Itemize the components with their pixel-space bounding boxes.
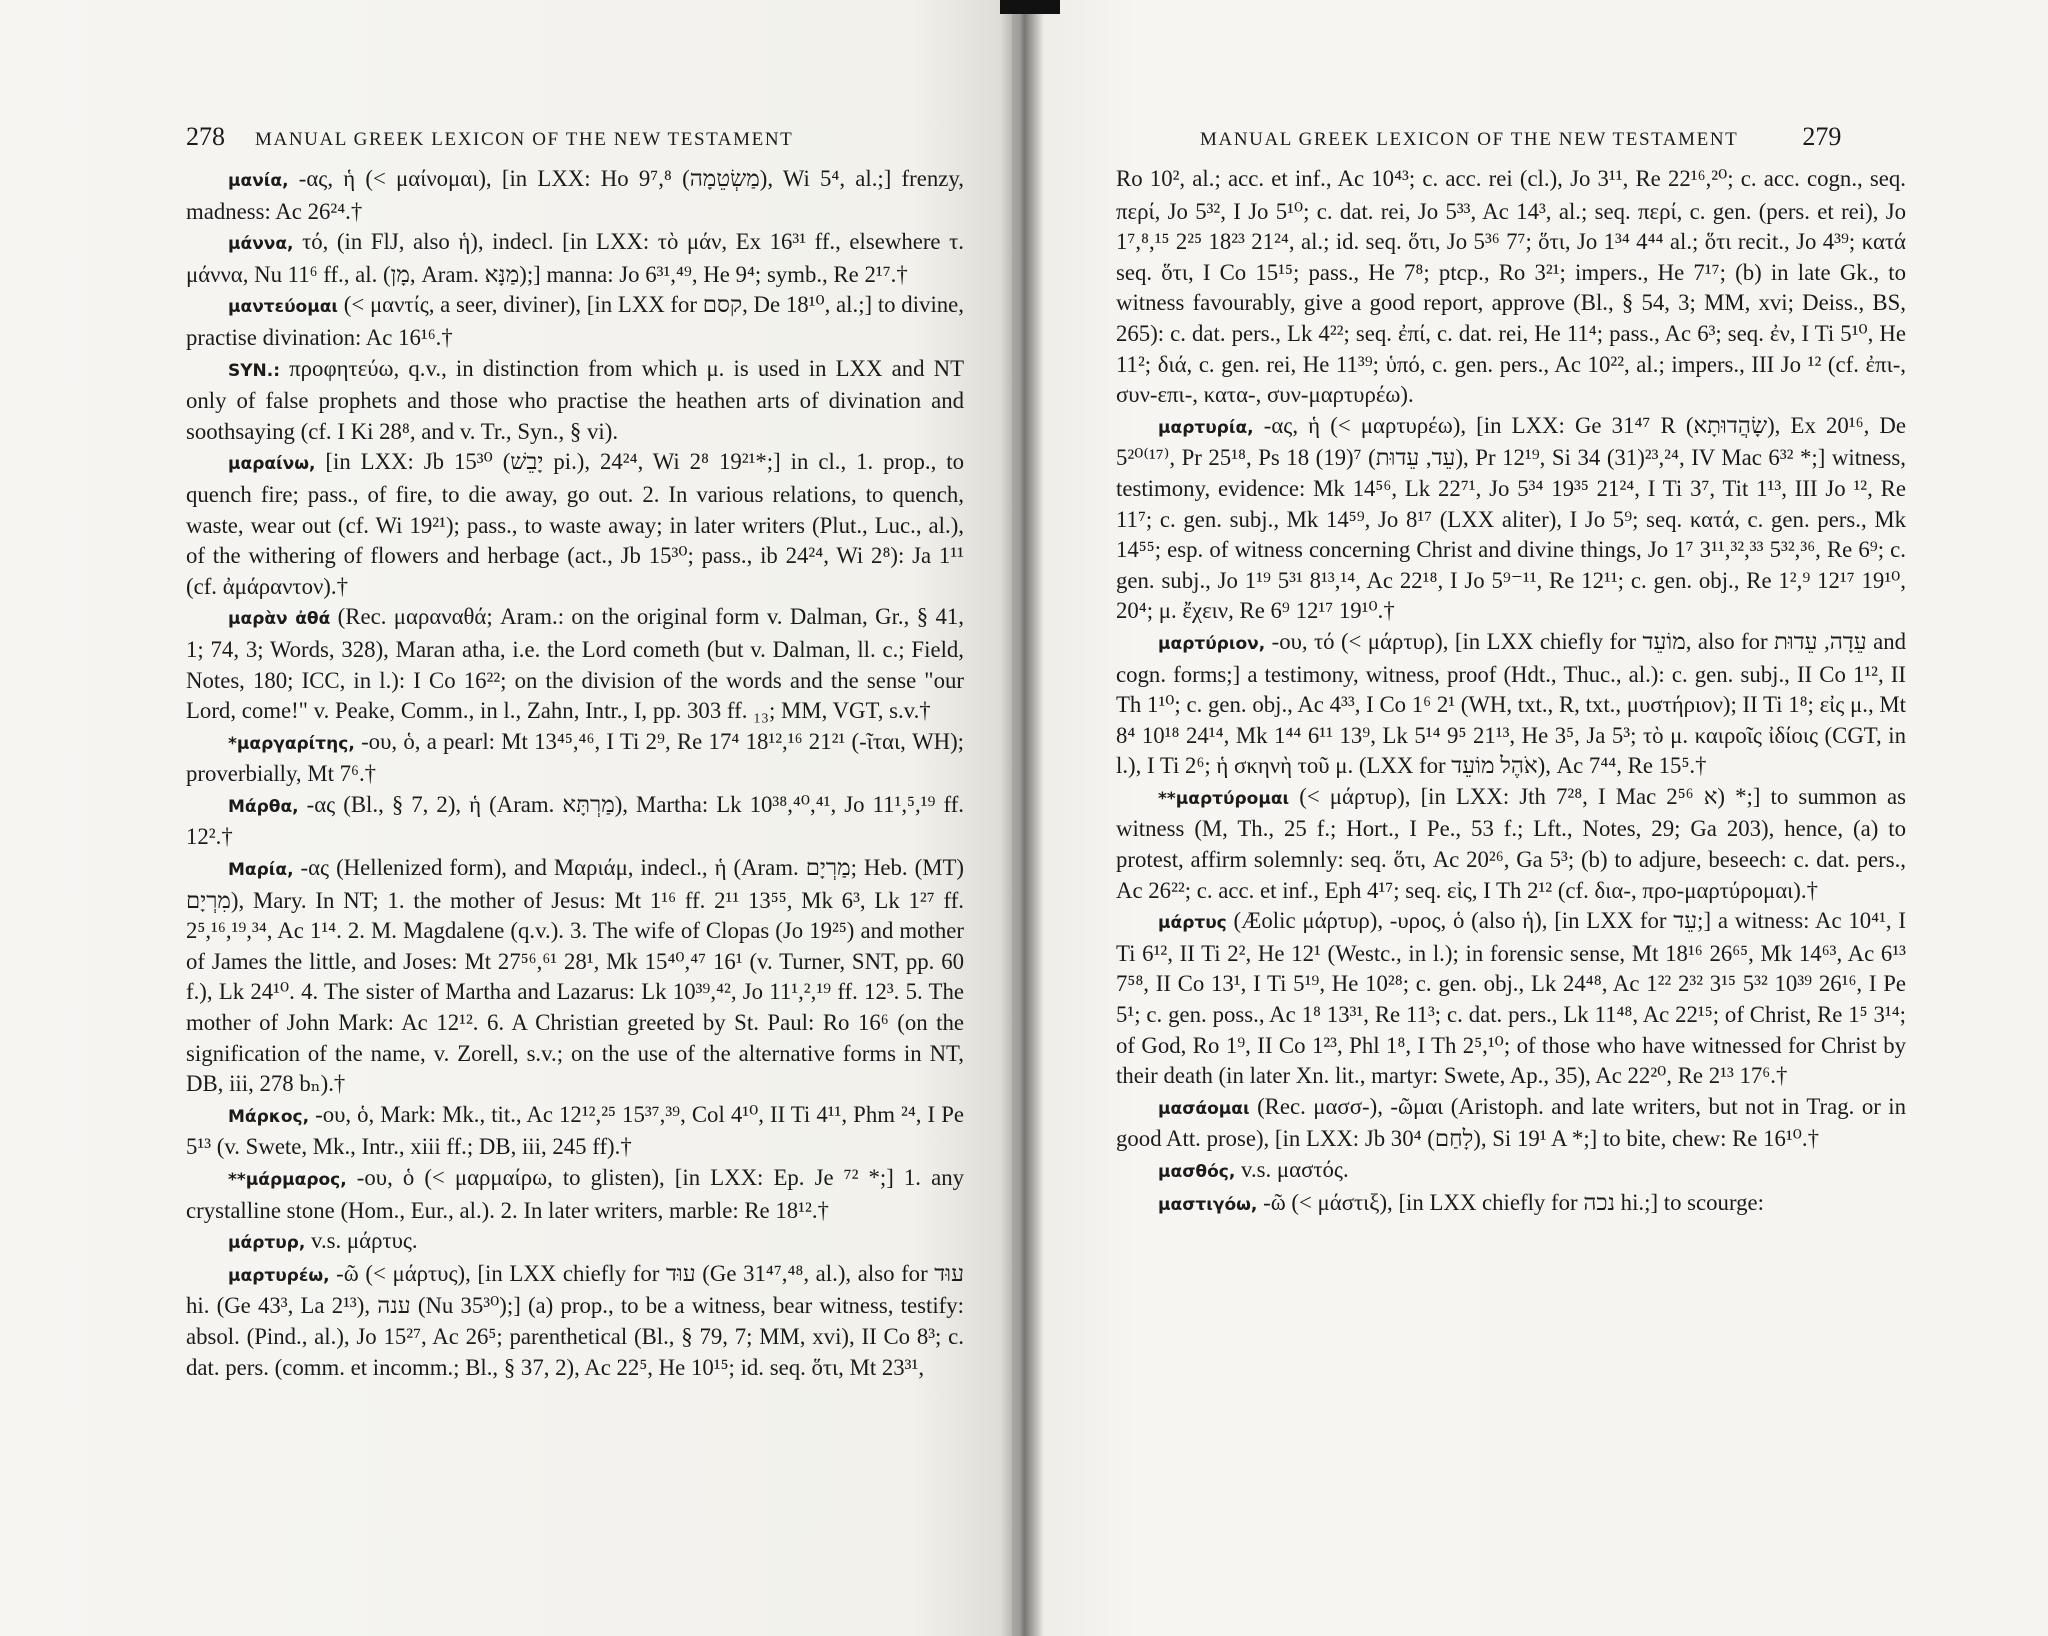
- entry-body: -ας (Bl., § 7, 2), ἡ (Aram. מַרְתָּא), Martha: Lk 10³⁸,⁴⁰,⁴¹, Jo 11¹,⁵,¹⁹ ff. 12².†: [186, 791, 964, 850]
- lexicon-entry: [186, 790, 964, 853]
- lexicon-entry: [1116, 1155, 1906, 1188]
- lexicon-entry: [186, 602, 964, 726]
- entry-body: (< μαντίς, a seer, diviner), [in LXX for קסם, De 18¹⁰, al.;] to divine, practise divination: Ac 16¹⁶.†: [186, 292, 964, 350]
- lexicon-entry: [1116, 906, 1906, 1092]
- entry-headword: μαστιγόω,: [1158, 1194, 1258, 1215]
- right-running-title: MANUAL GREEK LEXICON OF THE NEW TESTAMENT: [1200, 129, 1739, 150]
- entry-headword: μάρτυρ,: [228, 1233, 306, 1254]
- lexicon-entry: [186, 1100, 964, 1163]
- entry-body: -ας (Hellenized form), and Μαριάμ, indecl., ἡ (Aram. מַרְיָם; Heb. (MT) מִרְיָם), Mary. In NT; 1. the mother of Jesus: Mt 1¹⁶ ff. 2¹¹ 13⁵⁵, Mk 6³, Lk 1²⁷ ff. 2⁵,¹⁶,¹⁹,³⁴, Ac 1¹⁴. 2. M. Magdalene (q.v.). 3. The wife of Clopas (Jo 19²⁵) and mother of James the little, and Joses: Mt 27⁵⁶,⁶¹ 28¹, Mk 15⁴⁰,⁴⁷ 16¹ (v. Turner, SNT, pp. 60 f.), Lk 24¹⁰. 4. The sister of Martha and Lazarus: Lk 10³⁹,⁴², Jo 11¹,²,¹⁹ ff. 12³. 5. The mother of John Mark: Ac 12¹². 6. A Christian greeted by St. Paul: Ro 16⁶ (on the signification of the name, v. Zorell, s.v.; on the use of the alternative forms in NT, DB, iii, 278 bₙ).†: [186, 855, 964, 1097]
- left-running-head: [186, 122, 793, 152]
- entry-headword: μαραίνω,: [228, 454, 316, 475]
- left-page-number: 278: [186, 122, 225, 151]
- lexicon-entry: [1116, 782, 1906, 906]
- entry-headword: **μαρτύρομαι: [1158, 788, 1290, 809]
- entry-headword: μάρτυς: [1158, 913, 1227, 934]
- entry-headword: μαρτύριον,: [1158, 633, 1266, 654]
- entry-body: (Rec. μασσ-), -ῶμαι (Aristoph. and late writers, but not in Trag. or in good Att. prose), [in LXX: Jb 30⁴ (לָחַם), Si 19¹ A *;] to bite, chew: Re 16¹⁰.†: [1116, 1093, 1906, 1152]
- lexicon-entry: [186, 354, 964, 448]
- entry-headword: *μαργαρίτης,: [228, 733, 355, 754]
- left-running-title: MANUAL GREEK LEXICON OF THE NEW TESTAMENT: [255, 129, 794, 150]
- right-page: [1012, 0, 2048, 1636]
- entry-body: προφητεύω, q.v., in distinction from which μ. is used in LXX and NT only of false prophets and those who practise the heathen arts of divination and soothsaying (cf. I Ki 28⁸, and v. Tr., Syn., § vi).: [186, 355, 964, 444]
- entry-body: (Æolic μάρτυρ), -υρος, ὁ (also ἡ), [in LXX for עֵד;] a witness: Ac 10⁴¹, I Ti 6¹², II Ti 2², He 12¹ (Westc., in l.); in forensic sense, Mt 18¹⁶ 26⁶⁵, Mk 14⁶³, Ac 6¹³ 7⁵⁸, II Co 13¹, I Ti 5¹⁹, He 10²⁸; c. gen. obj., Lk 24⁴⁸, Ac 1²² 2³² 3¹⁵ 5³² 10³⁹ 26¹⁶, I Pe 5¹; c. gen. poss., Ac 1⁸ 13³¹, Re 11³; c. dat. pers., Lk 11⁴⁸, Ac 22¹⁵; of Christ, Re 1⁵ 3¹⁴; of God, Ro 1⁹, II Co 1²³, Phl 1⁸, I Th 2⁵,¹⁰; of those who have witnessed for Christ by their death (in later Xn. lit., martyr: Swete, Ap., 35), Ac 22²⁰, Re 2¹³ 17⁶.†: [1116, 908, 1906, 1089]
- entry-headword: Μάρκος,: [228, 1106, 310, 1127]
- entry-body: v.s. μαστός.: [1235, 1157, 1349, 1182]
- entry-headword: μαρὰν ἀθά: [228, 609, 331, 630]
- entry-body: (Rec. μαραναθά; Aram.: on the original form v. Dalman, Gr., § 41, 1; 74, 3; Words, 328), Maran atha, i.e. the Lord cometh (but v. Dalman, ll. c.; Field, Notes, 180; ICC, in l.): I Co 16²²; on the division of the words and the sense "our Lord, come!" v. Peake, Comm., in l., Zahn, Intr., I, pp. 303 ff. ₁₃; MM, VGT, s.v.†: [186, 604, 964, 724]
- lexicon-entry: [1116, 411, 1906, 627]
- entry-body: (< μάρτυρ), [in LXX: Jth 7²⁸, I Mac 2⁵⁶ א) *;] to summon as witness (M, Th., 25 f.; Hort., I Pe., 53 f.; Lft., Notes, 29; Ga 203), hence, (a) to protest, affirm solemnly: seq. ὅτι, Ac 20²⁶, Ga 5³; (b) to adjure, beseech: c. dat. pers., Ac 26²²; c. acc. et inf., Eph 4¹⁷; seq. εἰς, I Th 2¹² (cf. δια-, προ-μαρτύρομαι).†: [1116, 783, 1907, 903]
- entry-body: τό, (in FlJ, also ἡ), indecl. [in LXX: τὸ μάν, Ex 16³¹ ff., elsewhere τ. μάννα, Nu 11⁶ ff., al. (מָן, Aram. מַנָּא);] manna: Jo 6³¹,⁴⁹, He 9⁴; symb., Re 2¹⁷.†: [186, 229, 964, 287]
- entry-headword: μαρτυρέω,: [228, 1265, 330, 1286]
- entry-headword: μάννα,: [228, 234, 294, 255]
- lexicon-entry: [186, 290, 964, 353]
- entry-headword: μανία,: [228, 171, 289, 191]
- lexicon-entry: [186, 1163, 964, 1226]
- lexicon-entry: [186, 447, 964, 602]
- entry-headword: μασθός,: [1158, 1162, 1236, 1182]
- entry-body: -ῶ (< μάστιξ), [in LXX chiefly for נכה hi.;] to scourge:: [1257, 1189, 1764, 1215]
- lexicon-entry: [186, 227, 964, 290]
- entry-body: -ου, ὁ, Mark: Mk., tit., Ac 12¹²,²⁵ 15³⁷,³⁹, Col 4¹⁰, II Ti 4¹¹, Phm ²⁴, I Pe 5¹³ (v. Swete, Mk., Intr., xiii ff.; DB, iii, 245 ff).†: [186, 1101, 964, 1160]
- lexicon-entry: [1116, 164, 1906, 411]
- lexicon-entry: [186, 1226, 964, 1259]
- entry-headword: **μάρμαρος,: [228, 1170, 347, 1190]
- entry-headword: μαντεύομαι: [228, 297, 339, 318]
- lexicon-entry: [186, 164, 964, 227]
- right-page-text: [1116, 164, 1906, 1220]
- lexicon-entry: [1116, 1188, 1906, 1221]
- entry-body: -ου, ὁ (< μαρμαίρω, to glisten), [in LXX: Ep. Je ⁷² *;] 1. any crystalline stone (Hom., Eur., al.). 2. In later writers, marble: Re 18¹².†: [186, 1165, 964, 1223]
- entry-headword: Μάρθα,: [228, 796, 299, 817]
- entry-headword: Μαρία,: [228, 860, 294, 881]
- entry-body: -ας, ἡ (< μαρτυρέω), [in LXX: Ge 31⁴⁷ R (שָׂהֲדוּתָא), Ex 20¹⁶, De 5²⁰⁽¹⁷⁾, Pr 25¹⁸, Ps 18 (19)⁷ (עֵד, עֵדוּת), Pr 12¹⁹, Si 34 (31)²³,²⁴, IV Mac 6³² *;] witness, testimony, evidence: Mk 14⁵⁶, Lk 22⁷¹, Jo 5³⁴ 19³⁵ 21²⁴, I Ti 3⁷, Tit 1¹³, III Jo ¹², Re 11⁷; c. gen. subj., Mk 14⁵⁹, Jo 8¹⁷ (LXX aliter), I Jo 5⁹; seq. κατά, c. gen. pers., Mk 14⁵⁵; esp. of witness concerning Christ and divine things, Jo 1⁷ 3¹¹,³²,³³ 5³²,³⁶, Re 6⁹; c. gen. subj., Jo 1¹⁹ 5³¹ 8¹³,¹⁴, Ac 22¹⁸, I Jo 5⁹⁻¹¹, Re 12¹¹; c. gen. obj., Re 1²,⁹ 12¹⁷ 19¹⁰, 20⁴; μ. ἔχειν, Re 6⁹ 12¹⁷ 19¹⁰.†: [1116, 412, 1906, 624]
- binding-shadow: [1000, 0, 1060, 14]
- entry-body: -ου, ὁ, a pearl: Mt 13⁴⁵,⁴⁶, I Ti 2⁹, Re 17⁴ 18¹²,¹⁶ 21²¹ (-ῖται, WH); proverbially, Mt 7⁶.†: [186, 728, 964, 787]
- entry-body: -ου, τό (< μάρτυρ), [in LXX chiefly for מוֹעֵד, also for עֵדָה, עֵדוּת and cogn. forms;] a testimony, witness, proof (Hdt., Thuc., al.): c. gen. subj., II Co 1¹², II Th 1¹⁰; c. gen. obj., Ac 4³³, I Co 1⁶ 2¹ (WH, txt., R, txt., μυστήριον); II Ti 1⁸; εἰς μ., Mt 8⁴ 10¹⁸ 24¹⁴, Mk 1⁴⁴ 6¹¹ 13⁹, Lk 5¹⁴ 9⁵ 21¹³, He 3⁵, Ja 5³; τὸ μ. καιροῖς ἰδίοις (CGT, in l.), I Ti 2⁶; ἡ σκηνὴ τοῦ μ. (LXX for אֹהֶל מוֹעֵד), Ac 7⁴⁴, Re 15⁵.†: [1116, 628, 1906, 779]
- entry-body: -ῶ (< μάρτυς), [in LXX chiefly for עוּד (Ge 31⁴⁷,⁴⁸, al.), also for עוּד hi. (Ge 43³, La 2¹³), ענה (Nu 35³⁰);] (a) prop., to be a witness, bear witness, testify: absol. (Pind., al.), Jo 15²⁷, Ac 26⁵; parenthetical (Bl., § 79, 7; MM, xvi), II Co 8³; c. dat. pers. (comm. et incomm.; Bl., § 37, 2), Ac 22⁵, He 10¹⁵; id. seq. ὅτι, Mt 23³¹,: [186, 1260, 964, 1380]
- lexicon-entry: [186, 853, 964, 1100]
- entry-headword: SYN.:: [228, 360, 281, 381]
- entry-headword: μασάομαι: [1158, 1098, 1250, 1119]
- lexicon-entry: [1116, 1092, 1906, 1155]
- left-page-text: [186, 164, 964, 1383]
- lexicon-entry: [1116, 627, 1906, 782]
- entry-body: [in LXX: Jb 15³⁰ (יָבֵשׁ pi.), 24²⁴, Wi 2⁸ 19²¹*;] in cl., 1. prop., to quench fire; pass., of fire, to die away, go out. 2. In various relations, to quench, waste, wear out (cf. Wi 19²¹); pass., to waste away; in later writers (Plut., Luc., al.), of the withering of flowers and herbage (act., Jb 15³⁰; pass., ib 24²⁴, Wi 2⁸): Ja 1¹¹ (cf. ἀμάραντον).†: [186, 449, 964, 599]
- left-page: [0, 0, 1012, 1636]
- entry-body: v.s. μάρτυς.: [305, 1228, 418, 1254]
- right-page-number: 279: [1802, 122, 1842, 151]
- entry-body: -ας, ἡ (< μαίνομαι), [in LXX: Ho 9⁷,⁸ (מַשְׂטֵמָה), Wi 5⁴, al.;] frenzy, madness: Ac 26²⁴.†: [186, 166, 964, 224]
- right-running-head: [1200, 122, 1841, 152]
- lexicon-entry: [186, 1259, 964, 1383]
- lexicon-entry: [186, 727, 964, 790]
- entry-body: Ro 10², al.; acc. et inf., Ac 10⁴³; c. acc. rei (cl.), Jo 3¹¹, Re 22¹⁶,²⁰; c. acc. cogn., seq. περί, Jo 5³², I Jo 5¹⁰; c. dat. rei, Jo 5³³, Ac 14³, al.; seq. περί, c. gen. (pers. et rei), Jo 1⁷,⁸,¹⁵ 2²⁵ 18²³ 21²⁴, al.; id. seq. ὅτι, Jo 5³⁶ 7⁷; ὅτι, Jo 1³⁴ 4⁴⁴ al.; ὅτι recit., Jo 4³⁹; κατά seq. ὅτι, I Co 15¹⁵; pass., He 7⁸; ptcp., Ro 3²¹; impers., He 7¹⁷; (b) in late Gk., to witness favourably, give a good report, approve (Bl., § 54, 3; MM, xvi; Deiss., BS, 265): c. dat. pers., Lk 4²²; seq. ἐπί, c. dat. rei, He 11⁴; pass., Ac 6³; seq. ἐν, I Ti 5¹⁰, He 11²; διά, c. gen. rei, He 11³⁹; ὑπό, c. gen. pers., Ac 10²², al.; impers., III Jo ¹² (cf. ἐπι-, συν-επι-, κατα-, συν-μαρτυρέω).: [1116, 166, 1906, 408]
- entry-headword: μαρτυρία,: [1158, 417, 1254, 438]
